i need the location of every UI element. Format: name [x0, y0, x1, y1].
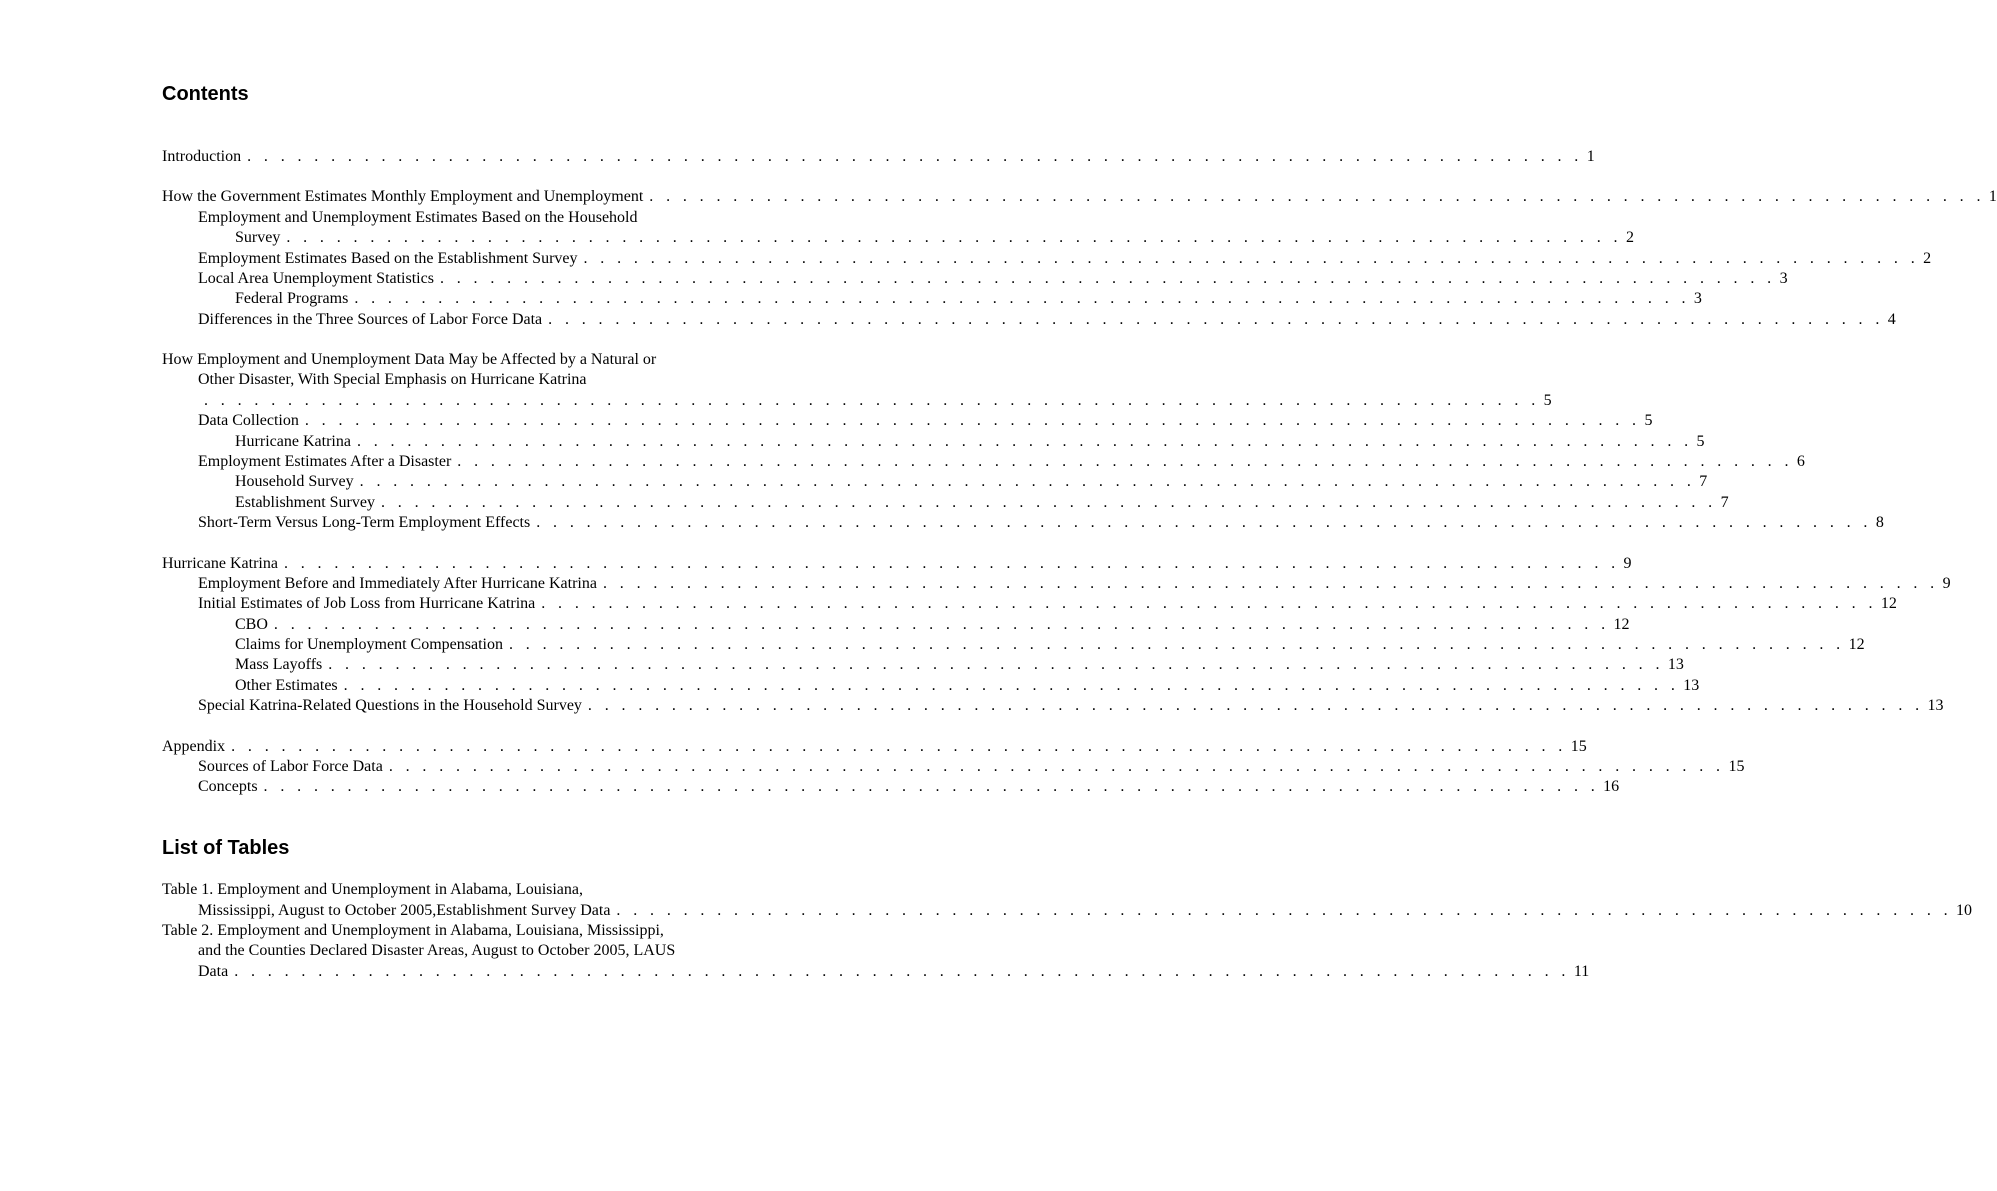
page-number: 7 — [1720, 494, 1729, 511]
table-list-line[interactable] — [162, 880, 758, 900]
page-number: 5 — [1696, 433, 1705, 450]
dot-leader: . . . . . . . . . . . . . . . . . . . . . . . . . . . . . . . . . . . . . . . . . . . . . . . . . . . . . . . . . . . . . . . . . . . . . . . . . . . . . . . . — [304, 412, 1641, 429]
page-number: 1 — [1988, 188, 1997, 205]
entry-title: Local Area Unemployment Statistics — [198, 270, 434, 287]
page-number: 3 — [1779, 270, 1788, 287]
entry-title: Other Estimates — [235, 677, 338, 694]
entry-title: Employment Estimates After a Disaster — [198, 453, 452, 470]
entry-title: Data Collection — [198, 412, 299, 429]
entry-title: Federal Programs — [235, 290, 349, 307]
toc-line[interactable] — [162, 696, 1944, 716]
entry-title: How Employment and Unemployment Data May be Affected by a Natural or — [162, 351, 657, 368]
dot-leader: . . . . . . . . . . . . . . . . . . . . . . . . . . . . . . . . . . . . . . . . . . . . . . . . . . . . . . . . . . . . . . . . . . . . . . . . . . . . . . . . — [286, 229, 1622, 246]
list-of-tables-heading: List of Tables — [162, 837, 290, 859]
toc-line[interactable] — [162, 757, 1745, 777]
page-number: 5 — [1543, 392, 1552, 409]
page-number: 1 — [1586, 148, 1595, 165]
entry-title: Establishment Survey — [235, 494, 375, 511]
entry-title: Mass Layoffs — [235, 656, 323, 673]
toc-line[interactable] — [162, 493, 1729, 513]
entry-title: Short-Term Versus Long-Term Employment Effects — [198, 514, 531, 531]
page-number: 12 — [1613, 616, 1630, 633]
page-number: 11 — [1573, 963, 1590, 980]
page-number: 8 — [1875, 514, 1884, 531]
entry-title: Other Disaster, With Special Emphasis on Hurricane Katrina — [198, 371, 587, 388]
entry-title: Concepts — [198, 778, 258, 795]
table-list-line[interactable] — [162, 941, 758, 961]
dot-leader: . . . . . . . . . . . . . . . . . . . . . . . . . . . . . . . . . . . . . . . . . . . . . . . . . . . . . . . . . . . . . . . . . . . . . . . . . . . . . . . . — [234, 963, 1570, 980]
toc-line[interactable] — [162, 411, 1653, 431]
table-list-line[interactable] — [162, 962, 1590, 982]
page-number: 9 — [1623, 555, 1632, 572]
dot-leader: . . . . . . . . . . . . . . . . . . . . . . . . . . . . . . . . . . . . . . . . . . . . . . . . . . . . . . . . . . . . . . . . . . . . . . . . . . . . . . . . — [587, 697, 1924, 714]
page-number: 9 — [1942, 575, 1951, 592]
page-number: 13 — [1667, 656, 1684, 673]
entry-title: Data — [198, 963, 229, 980]
entry-title: CBO — [235, 616, 268, 633]
page-number: 7 — [1699, 473, 1708, 490]
entry-title: Hurricane Katrina — [235, 433, 351, 450]
dot-leader: . . . . . . . . . . . . . . . . . . . . . . . . . . . . . . . . . . . . . . . . . . . . . . . . . . . . . . . . . . . . . . . . . . . . . . . . . . . . . . . . — [328, 656, 1664, 673]
toc-line[interactable] — [162, 452, 1805, 472]
page-number: 16 — [1603, 778, 1620, 795]
toc-line[interactable] — [162, 676, 1700, 696]
entry-title: Survey — [235, 229, 281, 246]
entry-title: Claims for Unemployment Compensation — [235, 636, 503, 653]
entry-title: Employment Before and Immediately After Hurricane Katrina — [198, 575, 597, 592]
toc-line[interactable] — [162, 472, 1708, 492]
dot-leader: . . . . . . . . . . . . . . . . . . . . . . . . . . . . . . . . . . . . . . . . . . . . . . . . . . . . . . . . . . . . . . . . . . . . . . . . . . . . . . . . — [231, 738, 1567, 755]
contents-heading: Contents — [162, 83, 249, 105]
toc-line[interactable] — [162, 554, 1632, 574]
toc-line[interactable] — [162, 249, 1932, 269]
dot-leader: . . . . . . . . . . . . . . . . . . . . . . . . . . . . . . . . . . . . . . . . . . . . . . . . . . . . . . . . . . . . . . . . . . . . . . . . . . . . . . . . — [548, 311, 1884, 328]
dot-leader: . . . . . . . . . . . . . . . . . . . . . . . . . . . . . . . . . . . . . . . . . . . . . . . . . . . . . . . . . . . . . . . . . . . . . . . . . . . . . . . . — [541, 595, 1877, 612]
toc-line[interactable] — [162, 350, 758, 370]
toc-line[interactable] — [162, 208, 758, 228]
toc-line[interactable] — [162, 594, 1897, 614]
dot-leader: . . . . . . . . . . . . . . . . . . . . . . . . . . . . . . . . . . . . . . . . . . . . . . . . . . . . . . . . . . . . . . . . . . . . . . . . . . . . . . . . — [508, 636, 1845, 653]
page-number: 12 — [1848, 636, 1865, 653]
dot-leader: . . . . . . . . . . . . . . . . . . . . . . . . . . . . . . . . . . . . . . . . . . . . . . . . . . . . . . . . . . . . . . . . . . . . . . . . . . . . . . . . — [263, 778, 1600, 795]
toc-line[interactable] — [162, 432, 1705, 452]
entry-title: Household Survey — [235, 473, 354, 490]
page-number: 13 — [1683, 677, 1700, 694]
entry-title: Employment Estimates Based on the Establishment Survey — [198, 250, 578, 267]
page-number: 12 — [1880, 595, 1897, 612]
dot-leader: . . . . . . . . . . . . . . . . . . . . . . . . . . . . . . . . . . . . . . . . . . . . . . . . . . . . . . . . . . . . . . . . . . . . . . . . . . . . . . . . — [343, 677, 1680, 694]
dot-leader: . . . . . . . . . . . . . . . . . . . . . . . . . . . . . . . . . . . . . . . . . . . . . . . . . . . . . . . . . . . . . . . . . . . . . . . . . . . . . . . . — [204, 392, 1540, 409]
page-number: 2 — [1625, 229, 1634, 246]
dot-leader: . . . . . . . . . . . . . . . . . . . . . . . . . . . . . . . . . . . . . . . . . . . . . . . . . . . . . . . . . . . . . . . . . . . . . . . . . . . . . . . . — [602, 575, 1939, 592]
toc-line[interactable] — [162, 289, 1702, 309]
toc-line[interactable] — [162, 574, 1951, 594]
dot-leader: . . . . . . . . . . . . . . . . . . . . . . . . . . . . . . . . . . . . . . . . . . . . . . . . . . . . . . . . . . . . . . . . . . . . . . . . . . . . . . . . — [273, 616, 1610, 633]
table-list-line[interactable] — [162, 901, 1973, 921]
page-number: 15 — [1728, 758, 1745, 775]
dot-leader: . . . . . . . . . . . . . . . . . . . . . . . . . . . . . . . . . . . . . . . . . . . . . . . . . . . . . . . . . . . . . . . . . . . . . . . . . . . . . . . . — [649, 188, 1985, 205]
dot-leader: . . . . . . . . . . . . . . . . . . . . . . . . . . . . . . . . . . . . . . . . . . . . . . . . . . . . . . . . . . . . . . . . . . . . . . . . . . . . . . . . — [359, 473, 1696, 490]
page-number: 5 — [1644, 412, 1653, 429]
entry-title: Mississippi, August to October 2005,Establishment Survey Data — [198, 902, 611, 919]
dot-leader: . . . . . . . . . . . . . . . . . . . . . . . . . . . . . . . . . . . . . . . . . . . . . . . . . . . . . . . . . . . . . . . . . . . . . . . . . . . . . . . . — [380, 494, 1717, 511]
entry-title: Table 2. Employment and Unemployment in Alabama, Louisiana, Mississippi, — [162, 922, 664, 939]
toc-line[interactable] — [162, 187, 1997, 207]
entry-title: Differences in the Three Sources of Labor Force Data — [198, 311, 543, 328]
toc-line[interactable] — [162, 147, 1595, 167]
entry-title: Initial Estimates of Job Loss from Hurricane Katrina — [198, 595, 536, 612]
toc-line[interactable] — [162, 370, 758, 390]
toc-line[interactable] — [162, 635, 1865, 655]
entry-title: Sources of Labor Force Data — [198, 758, 383, 775]
entry-title: How the Government Estimates Monthly Employment and Unemployment — [162, 188, 644, 205]
entry-title: Table 1. Employment and Unemployment in Alabama, Louisiana, — [162, 881, 584, 898]
page-number: 6 — [1796, 453, 1805, 470]
page-number: 3 — [1693, 290, 1702, 307]
page-number: 2 — [1923, 250, 1932, 267]
entry-title: Introduction — [162, 148, 242, 165]
dot-leader: . . . . . . . . . . . . . . . . . . . . . . . . . . . . . . . . . . . . . . . . . . . . . . . . . . . . . . . . . . . . . . . . . . . . . . . . . . . . . . . . — [354, 290, 1690, 307]
toc-line[interactable] — [162, 513, 1884, 533]
entry-title: Special Katrina-Related Questions in the Household Survey — [198, 697, 582, 714]
toc-line[interactable] — [162, 269, 1788, 289]
entry-title: Employment and Unemployment Estimates Based on the Household — [198, 209, 638, 226]
toc-line[interactable] — [162, 777, 1620, 797]
dot-leader: . . . . . . . . . . . . . . . . . . . . . . . . . . . . . . . . . . . . . . . . . . . . . . . . . . . . . . . . . . . . . . . . . . . . . . . . . . . . . . . . — [439, 270, 1776, 287]
toc-line[interactable] — [162, 655, 1684, 675]
dot-leader: . . . . . . . . . . . . . . . . . . . . . . . . . . . . . . . . . . . . . . . . . . . . . . . . . . . . . . . . . . . . . . . . . . . . . . . . . . . . . . . . — [457, 453, 1793, 470]
page-number: 4 — [1887, 311, 1896, 328]
page-number: 10 — [1956, 902, 1973, 919]
toc-line[interactable] — [162, 228, 1634, 248]
table-list-line[interactable] — [162, 921, 758, 941]
dot-leader: . . . . . . . . . . . . . . . . . . . . . . . . . . . . . . . . . . . . . . . . . . . . . . . . . . . . . . . . . . . . . . . . . . . . . . . . . . . . . . . . — [388, 758, 1725, 775]
entry-title: Appendix — [162, 738, 226, 755]
entry-title: Hurricane Katrina — [162, 555, 278, 572]
dot-leader: . . . . . . . . . . . . . . . . . . . . . . . . . . . . . . . . . . . . . . . . . . . . . . . . . . . . . . . . . . . . . . . . . . . . . . . . . . . . . . . . — [356, 433, 1693, 450]
dot-leader: . . . . . . . . . . . . . . . . . . . . . . . . . . . . . . . . . . . . . . . . . . . . . . . . . . . . . . . . . . . . . . . . . . . . . . . . . . . . . . . . — [283, 555, 1620, 572]
dot-leader: . . . . . . . . . . . . . . . . . . . . . . . . . . . . . . . . . . . . . . . . . . . . . . . . . . . . . . . . . . . . . . . . . . . . . . . . . . . . . . . . — [583, 250, 1920, 267]
dot-leader: . . . . . . . . . . . . . . . . . . . . . . . . . . . . . . . . . . . . . . . . . . . . . . . . . . . . . . . . . . . . . . . . . . . . . . . . . . . . . . . . — [247, 148, 1583, 165]
toc-line[interactable] — [162, 615, 1630, 635]
page-number: 13 — [1927, 697, 1944, 714]
entry-title: and the Counties Declared Disaster Areas, August to October 2005, LAUS — [198, 942, 676, 959]
toc-line[interactable] — [162, 391, 1552, 411]
page-number: 15 — [1570, 738, 1587, 755]
dot-leader: . . . . . . . . . . . . . . . . . . . . . . . . . . . . . . . . . . . . . . . . . . . . . . . . . . . . . . . . . . . . . . . . . . . . . . . . . . . . . . . . — [536, 514, 1872, 531]
dot-leader: . . . . . . . . . . . . . . . . . . . . . . . . . . . . . . . . . . . . . . . . . . . . . . . . . . . . . . . . . . . . . . . . . . . . . . . . . . . . . . . . — [616, 902, 1953, 919]
toc-line[interactable] — [162, 310, 1896, 330]
toc-line[interactable] — [162, 737, 1587, 757]
